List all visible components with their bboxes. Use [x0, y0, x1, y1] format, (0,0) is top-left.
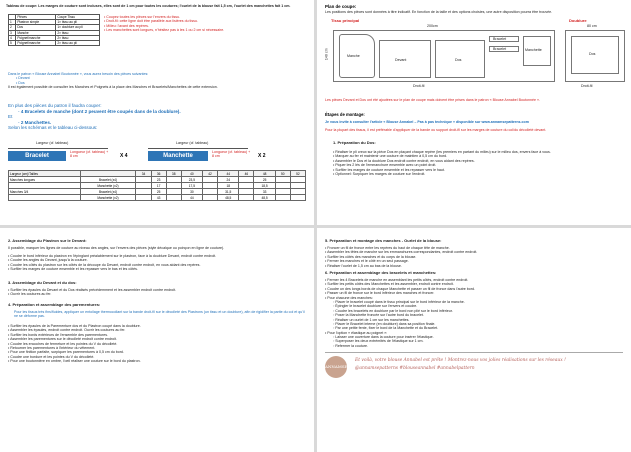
cutting-plan-note: Les pièces Devant et Dos ont été ajoutées sur le plan de coupe mais doivent être prises dans le patron « Blouse Annabel Boutonnée ».	[325, 98, 540, 102]
footer-hashtags: @annamsepatterns #blouseannabel #annabelpattern	[355, 366, 475, 371]
list-item: • Pour chacune des manches:	[325, 295, 373, 300]
list-item: • Surfiler les épaules du Devant et du Dos réalisés précédemment et les assembler endroit contre endroit.	[8, 288, 177, 292]
table-cell: Poignet/manche	[16, 35, 56, 40]
list-item: • Réaliser le pli creux sur la pièce Dos en plaçant chaque repère (les premiers en partant du milieu) sur le milieu dos, envers face à vous.	[333, 150, 551, 154]
bracelet-multiplier: X 4	[120, 153, 128, 159]
list-item-text: Optionnel: Surpiquer les marges de couture sur l'endroit.	[335, 171, 426, 176]
list-item-text: Et	[8, 114, 13, 120]
piece-label: Manchette	[525, 48, 542, 52]
list-item-text: Coudre les encoches de fermeture et les pointes du V du décolleté.	[10, 341, 118, 346]
table-cell	[203, 195, 218, 201]
step-2-title: 2. Assemblage du Plastron sur le Devant:	[8, 238, 87, 243]
table-cell	[166, 195, 181, 201]
list-item: • Surfiler les marges de couture ensemble et les repasser vers le haut.	[333, 167, 445, 172]
table-cell: 18	[218, 183, 239, 189]
list-item: • Pour une boutonnière en ombre, l'oeil réaliser une couture sur le bord du plastron.	[8, 359, 141, 364]
table-cell: 18,5	[254, 183, 275, 189]
table-header-cell: 52	[290, 171, 305, 177]
list-item-text: Laisser une ouverture dans la couture pour insérer l'élastique.	[335, 335, 434, 340]
list-item: • Réaliser l'ourlet de 1,5 cm au bas de la blouse.	[325, 263, 402, 268]
table-cell	[290, 195, 305, 201]
table-cell: Manchette (x2)	[80, 183, 136, 189]
list-item-text: Pour chacune des manches:	[327, 295, 373, 300]
step-2-text: Il possible, marquer les lignes de couture au niveau des angles, sur l'envers des pièces (style décalque ou poinçon en ligne de couture).	[8, 246, 225, 250]
list-item-text: Coudre une bordure et les pointes du V du décolleté.	[10, 354, 95, 359]
list-item: • Passer un fil de fronce sur le bord inférieur des manches et froncer.	[325, 291, 435, 296]
table-cell: 4	[9, 35, 16, 40]
list-item: • Coudre un des longs bords de chaque Manchette et passer un fil de fronce dans l'autre bord.	[325, 286, 475, 291]
list-item-text: Réaliser le pli creux sur la pièce Dos en plaçant chaque repère (les premiers en partant du milieu) sur le milieu dos, envers face à vous.	[335, 150, 551, 154]
list-item: • Surfiler les marges de couture ensemble et les repasser vers le bas et les côtés.	[8, 267, 138, 272]
table-cell: 1× doublure au pli	[56, 25, 100, 30]
dim-width: 200cm	[427, 24, 438, 28]
table-cell: 25	[254, 177, 275, 183]
table-cell: 48,5	[218, 195, 239, 201]
list-item: • Froncer un fil de fronce entre les repères du haut de chaque tête de manche.	[325, 246, 450, 250]
list-item-text: Coudre les bracelets en doublure par le bord non plié sur le bord inférieur.	[335, 308, 453, 313]
list-item: ◦ Laisser une ouverture dans la couture pour insérer l'élastique.	[333, 335, 434, 340]
list-item-text: Surfiler les petits côtés des Manchettes et les assembler, endroit contre endroit.	[327, 282, 454, 287]
tissu-label: Tissu principal	[331, 18, 360, 23]
list-item: ◦ Placer le bracelet coupé dans le tissu principal sur le bord inférieur de la manche.	[333, 299, 465, 304]
cut-table-header-cell: Pièces	[16, 15, 56, 20]
table-header-cell: 36	[151, 171, 166, 177]
list-item-text: Piquer les 2 lés de l'emmanchure ensemble avec un point droit.	[335, 163, 437, 168]
list-item-text: Coudre un des longs bords de chaque Manchette et passer un fil de fronce dans l'autre bord.	[327, 286, 475, 291]
table-cell: Bracelet (x4)	[80, 177, 136, 183]
list-item: • Coudre les angles du Devant, jusqu'à la couture.	[8, 258, 88, 263]
list-item: ◦ Épingler le bracelet doublure sur l'envers et coudre.	[333, 304, 418, 309]
bracelet-bar: Bracelet	[8, 151, 66, 161]
list-item: • Devant	[16, 76, 30, 81]
list-item-text: Réaliser un ourlet de 1 cm sur les manchettes.	[335, 317, 410, 322]
list-item-text: Superposer les deux extrémités de l'élastique sur 1 cm.	[335, 339, 424, 344]
piece-label: Devant	[395, 58, 407, 62]
list-item: • Pour l'option « élastique au poignet »:	[325, 330, 388, 335]
list-item-text: Surfiler les bords extérieurs de l'ensemble des parementures.	[10, 332, 109, 337]
table-cell: 30	[181, 189, 202, 195]
list-item-text: Dos	[18, 80, 25, 85]
step-1-title: 1. Préparation du Dos:	[333, 140, 376, 145]
table-cell: 2× tissu	[56, 35, 100, 40]
dim-height: 140 cm	[324, 48, 329, 61]
table-cell	[9, 195, 81, 201]
list-item-text: Assembler les parementures sur le décolleté endroit contre endroit.	[10, 337, 117, 342]
manchette-bar: Manchette	[148, 151, 208, 161]
table-header-cell: 50	[275, 171, 290, 177]
table-cell: 3	[9, 30, 16, 35]
footer-divider	[325, 352, 623, 353]
piece-label: Dos	[589, 52, 596, 56]
cut-table-header: Tableau de coupe: Les marges de couture sont incluses, elles sont de 1 cm pour toutes les coutures; l'ourlet de la blouse fait 1,5 cm, l'ourlet des manchettes fait 1 cm.	[6, 4, 291, 8]
list-item: • Surfiler les côtés des manches et du corps de la blouse.	[325, 254, 417, 259]
list-item-text: Placer le bracelet coupé dans le tissu principal sur le bord inférieur de la manche.	[335, 299, 465, 304]
list-item-text: Marquer au fer et maintenir une couture de maintien à 0,5 cm du bord.	[335, 154, 448, 159]
table-cell: 5	[9, 40, 16, 45]
list-item: ◦ Poser la Manchette froncée sur l'autre bord du bracelet.	[333, 313, 424, 318]
cut-table	[8, 14, 100, 46]
list-item: • Dos	[16, 80, 25, 85]
plus-title: En plus des pièces du patron il faudra couper:	[8, 103, 102, 108]
footer-message: Et voilà, votre blouse Annabel est prête ! Montrez-nous vos jolies réalisations sur les réseaux !	[355, 358, 566, 363]
list-item: ◦ Par une petite fente, fixer le bord de la Manchette et du Bracelet.	[333, 326, 439, 331]
table-cell	[136, 195, 151, 201]
list-item: • Droit-fil: cette ligne doit être parallèle aux lisières du tissu.	[104, 19, 198, 24]
list-item: - 4 Bracelets de manche (dont 2 peuvent être coupés dans de la doublure).	[18, 108, 181, 114]
list-item-text: Ouvrir les coutures au fer.	[10, 292, 52, 297]
table-header-cell: 44	[218, 171, 239, 177]
list-item-text: Pour une boutonnière en ombre, l'oeil réaliser une couture sur le bord du plastron.	[10, 359, 141, 364]
list-item-text: Assembler les épaules, endroit contre endroit. Ouvrir les coutures au fer.	[10, 328, 126, 333]
table-cell: 17,5	[181, 183, 202, 189]
list-item-text: Coudre les côtés du plastron sur les côtés de la découpe du Devant, endroit contre endroit, en vous aidant des repères.	[10, 262, 201, 267]
page-1	[0, 0, 314, 225]
list-item-text: Coudre le bord inférieur du plastron en l'épinglant préalablement sur le plastron, face à la doublure Devant, endroit contre endroit.	[10, 254, 217, 258]
piece-label: Dos	[455, 58, 462, 62]
step-4-list	[8, 324, 308, 364]
bracelet-width-label: Largeur (cf. tableau)	[36, 141, 69, 145]
step-5-list	[325, 246, 625, 268]
table-cell: Manche	[16, 30, 56, 35]
table-header-cell: Largeur (cm)/Tailles	[9, 171, 81, 177]
table-cell: 2× tissu	[56, 30, 100, 35]
list-item-text: Devant	[18, 76, 30, 81]
table-cell: Bracelet (x4)	[80, 189, 136, 195]
table-cell: Dos	[16, 25, 56, 30]
list-item-text: Par une petite fente, fixer le bord de la Manchette et du Bracelet.	[335, 326, 439, 331]
list-item-text: Placer le Bracelet interne (en doublure) dans sa position finale.	[335, 321, 436, 326]
list-item-text: Assembler le Dos et la doublure Dos endroit contre endroit, en vous aidant des repères.	[335, 158, 475, 163]
plus-block	[8, 103, 306, 131]
table-cell	[239, 195, 254, 201]
table-cell: Plastron simple	[16, 20, 56, 25]
list-item: ◦ Refermer la couture.	[333, 343, 369, 348]
list-item: • Assembler les têtes de manche sur les emmanchures correspondantes, endroit contre endroit.	[325, 250, 478, 255]
table-cell: Manchette (x2)	[80, 195, 136, 201]
list-item-text: Froncer un fil de fronce entre les repères du haut de chaque tête de manche.	[327, 246, 450, 250]
table-header-cell: 48	[254, 171, 275, 177]
list-item: • Piquer les 2 lés de l'emmanchure ensemble avec un point droit.	[333, 163, 437, 168]
table-cell: Poignet/manche	[16, 40, 56, 45]
montage-title: Étapes de montage:	[325, 112, 365, 117]
piece-label: Bracelet	[493, 37, 507, 41]
list-item-text: 4 Bracelets de manche (dont 2 peuvent être coupés dans de la doublure).	[20, 108, 181, 114]
list-item: • Ouvrir les coutures au fer.	[8, 292, 52, 297]
table-row	[9, 40, 100, 45]
step-5-title: 5. Préparation et montage des manches - Ourlet de la blouse:	[325, 238, 442, 243]
list-item-text: Pour une finition parfaite, surpiquer les parementures à 0,5 cm du bord.	[10, 350, 124, 355]
list-item: • Coudre les côtés du plastron sur les côtés de la découpe du Devant, endroit contre endroit, en vous aidant des repères.	[8, 262, 201, 267]
piece-label: Manche	[347, 54, 360, 58]
list-item-text: Surfiler les marges de couture ensemble et les repasser vers le haut.	[335, 167, 445, 172]
page-2	[317, 0, 631, 225]
list-item: • Milieu: l'avant des repères.	[104, 23, 149, 28]
step-1-list	[333, 150, 625, 176]
list-item: • Coudre les encoches de fermeture et les pointes du V du décolleté.	[8, 341, 118, 346]
list-item-text: Poser la Manchette froncée sur l'autre bord du bracelet.	[335, 313, 424, 318]
list-item: • Les manchettes sont longues, n'hésitez pas à les 1 ou 2 cm si nécessaire.	[104, 28, 225, 33]
table-header-cell: 34	[136, 171, 151, 177]
list-item-text: Pour l'option « élastique au poignet »:	[327, 330, 388, 335]
montage-red-note: Pour la plupart des tissus, il est préférable d'appliquer de la bande ou support droit-fil sur les marges de couture du col/du décolleté devant.	[325, 128, 547, 132]
page-3	[0, 228, 314, 452]
step-4-blue-note: Pour les tissus très fins/fluides, appliquer un entoilage thermocollant sur la bande droit-fil sur le décolleté des Plastrons (un tissu et un doublure), afin de rigidifier la partie du col et qu'il ne se déforme pas.	[14, 310, 305, 319]
intro-after-text: Il est également possible de consulter les Manches et Poignets à la place des Manches et Bracelets/Manchettes de cette extension.	[8, 85, 218, 90]
table-row	[9, 195, 306, 201]
note-text: Les manchettes sont longues, n'hésitez pas à les 1 ou 2 cm si nécessaire.	[106, 28, 225, 33]
dim-width-small: 80 cm	[587, 24, 597, 28]
size-table	[8, 170, 306, 201]
list-item: - 2 Manchettes.	[18, 119, 52, 125]
manchette-length-label: Longueur (cf. tableau) + 8 cm	[212, 150, 251, 159]
table-cell: Manches 3/4	[9, 189, 81, 195]
note-text: Droit-fil: cette ligne doit être parallèle aux lisières du tissu.	[106, 19, 198, 24]
table-cell: 23,5	[181, 177, 202, 183]
list-item: ◦ Coudre les bracelets en doublure par le bord non plié sur le bord inférieur.	[333, 308, 453, 313]
doublure-label: Doublure	[569, 18, 587, 23]
list-item: • Surfiler les petits côtés des Manchettes et les assembler, endroit contre endroit.	[325, 282, 454, 287]
manchette-width-label: Largeur (cf. tableau)	[176, 141, 209, 145]
plus-note: Selon les schémas et le tableau ci-dessous:	[8, 125, 98, 131]
page-title: Plan de coupe:	[325, 4, 357, 9]
list-item: ◦ Superposer les deux extrémités de l'élastique sur 1 cm.	[333, 339, 424, 344]
intro-block	[8, 72, 306, 90]
step-6-title: 6. Préparation et assemblage des bracelets et manchettes:	[325, 270, 437, 275]
note-text: Coupez toutes les pièces sur l'envers du tissu.	[106, 15, 181, 19]
table-cell	[275, 195, 290, 201]
table-cell: 48,5	[254, 195, 275, 201]
table-cell: 31,5	[218, 189, 239, 195]
brand-logo: ANNAMSE	[325, 356, 347, 378]
step-3-list	[8, 288, 308, 297]
cutting-notes	[104, 15, 304, 33]
step-3-title: 3. Assemblage du Devant et du dos:	[8, 280, 77, 285]
piece-label: Bracelet	[493, 47, 507, 51]
list-item-text: Épingler le bracelet doublure sur l'envers et coudre.	[335, 304, 418, 309]
table-cell: 17	[151, 183, 166, 189]
table-cell: 25	[151, 189, 166, 195]
table-header-cell: 40	[181, 171, 202, 177]
list-item: ◦ Réaliser un ourlet de 1 cm sur les manchettes.	[333, 317, 410, 322]
step-2-list	[8, 254, 308, 272]
list-item: • Surfiler les bords extérieurs de l'ensemble des parementures.	[8, 332, 109, 337]
table-cell: 44	[181, 195, 202, 201]
list-item-text: Assembler les têtes de manche sur les emmanchures correspondantes, endroit contre endroit.	[327, 250, 478, 255]
table-cell: 2	[9, 25, 16, 30]
list-item: • Assembler le Dos et la doublure Dos endroit contre endroit, en vous aidant des repères.	[333, 158, 475, 163]
table-cell: 23	[151, 177, 166, 183]
list-item-text: Surfiler les marges de couture ensemble et les repasser vers le bas et les côtés.	[10, 267, 138, 272]
page-4	[317, 228, 631, 452]
list-item-text: Retourner les parementures à l'intérieur du vêtement.	[10, 345, 96, 350]
list-item: • Coudre le bord inférieur du plastron en l'épinglant préalablement sur le plastron, face à la doublure Devant, endroit contre endroit.	[8, 254, 217, 258]
list-item-text: Surfiler les côtés des manches et du corps de la blouse.	[327, 254, 417, 259]
table-cell: 1× tissu au pli	[56, 20, 100, 25]
table-cell: 2× tissu au pli	[56, 40, 100, 45]
list-item: ◦ Placer le Bracelet interne (en doublure) dans sa position finale.	[333, 321, 436, 326]
list-item-text: Passer un fil de fronce sur le bord inférieur des manches et froncer.	[327, 291, 435, 296]
list-item-text: Fermer les 4 Bracelets de manche en assemblant les petits côtés, endroit contre endroit.	[327, 278, 469, 282]
table-cell: 43	[151, 195, 166, 201]
fold-label: Droit-fil	[581, 84, 593, 88]
list-item: • Marquer au fer et maintenir une couture de maintien à 0,5 cm du bord.	[333, 154, 448, 159]
list-item-text: Coudre les angles du Devant, jusqu'à la couture.	[10, 258, 88, 263]
table-cell: Manches longues	[9, 177, 81, 183]
list-item: • Assembler les épaules, endroit contre endroit. Ouvrir les coutures au fer.	[8, 328, 126, 333]
montage-link[interactable]: Je vous invite à consulter l'article « Blouse Annabel – Pas à pas technique » disponible sur www.annamsepatterns.com	[325, 120, 529, 124]
list-item-text: Réaliser l'ourlet de 1,5 cm au bas de la blouse.	[327, 263, 402, 268]
list-item-text: 2 Manchettes.	[20, 119, 52, 125]
list-item: • Fermer les 4 Bracelets de manche en assemblant les petits côtés, endroit contre endroit.	[325, 278, 469, 282]
table-header-cell: 38	[166, 171, 181, 177]
list-item: • Surfiler les épaules de la Parementure dos et du Plastron coupé dans la doublure.	[8, 324, 141, 328]
list-item: • Coudre une bordure et les pointes du V du décolleté.	[8, 354, 95, 359]
list-item: • Pour une finition parfaite, surpiquer les parementures à 0,5 cm du bord.	[8, 350, 124, 355]
intro-text: Dans le patron « Blouse Annabel Boutonnée », vous aurez besoin des pièces suivantes:	[8, 72, 149, 76]
bracelet-length-label: Longueur (cf. tableau) + 8 cm	[70, 150, 109, 159]
list-item-text: Surfiler les épaules du Devant et du Dos réalisés précédemment et les assembler endroit contre endroit.	[10, 288, 177, 292]
bracelet-width-arrow	[8, 148, 108, 149]
step-4-title: 4. Préparation et assemblage des parementures:	[8, 302, 101, 307]
list-item-text: Fermer les manches et le côté en un seul passage.	[327, 259, 409, 264]
step-6-list	[325, 278, 625, 348]
note-text: Milieu: l'avant des repères.	[106, 23, 149, 28]
list-item: • Coupez toutes les pièces sur l'envers du tissu.	[104, 15, 181, 19]
manchette-width-arrow	[148, 148, 248, 149]
fold-label: Droit-fil	[413, 84, 425, 88]
table-header-cell: 42	[203, 171, 218, 177]
table-cell: 24	[218, 177, 239, 183]
table-cell: 1	[9, 20, 16, 25]
list-item: • Assembler les parementures sur le décolleté endroit contre endroit.	[8, 337, 117, 342]
table-header-cell: 46	[239, 171, 254, 177]
manchette-multiplier: X 2	[258, 153, 266, 159]
list-item-text: Surfiler les épaules de la Parementure dos et du Plastron coupé dans la doublure.	[10, 324, 141, 328]
list-item: • Retourner les parementures à l'intérieur du vêtement.	[8, 345, 96, 350]
list-item-text: Refermer la couture.	[335, 343, 369, 348]
cut-table-header-cell: Coupe Tissu	[56, 15, 100, 20]
list-item: • Fermer les manches et le côté en un seul passage.	[325, 259, 409, 264]
page-subtitle: Les positions des pièces sont données à titre indicatif. En fonction de la taille et des options choisies, une autre disposition pourra être trouvée.	[325, 10, 553, 14]
list-item: • Optionnel: Surpiquer les marges de couture sur l'endroit.	[333, 171, 426, 176]
table-cell: 33	[254, 189, 275, 195]
